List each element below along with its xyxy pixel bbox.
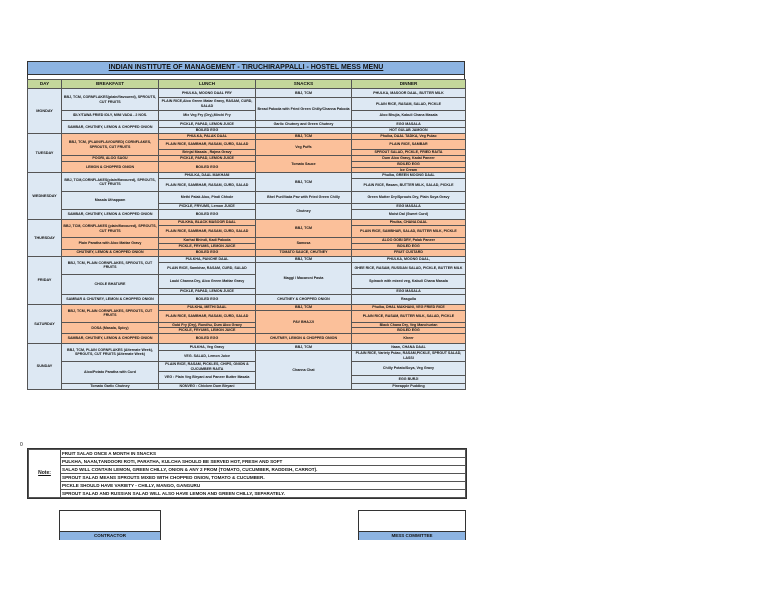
snacks-cell: TOMATO SAUCE, CHUTNEY xyxy=(256,249,352,256)
dinner-cell: EGG MASALA xyxy=(352,288,466,294)
lunch-cell: NONVEG : Chicken Dum Biryani xyxy=(159,384,256,390)
dinner-cell: Black Chana Dry, Veg Manchurian xyxy=(352,322,466,328)
lunch-cell: PHULKA, MOONG DAAL FRY xyxy=(159,89,256,98)
contractor-label: CONTRACTOR xyxy=(60,532,160,540)
dinner-cell: EGG MASALA xyxy=(352,121,466,128)
note-item: SPROUT SALAD MEANS SPROUTS MIXED WITH CHOPPED ONION, TOMATO & CUCUMBER. xyxy=(61,474,466,482)
breakfast-cell: POORI, ALOO SAGU xyxy=(62,156,159,162)
table-row xyxy=(28,210,466,215)
table-row xyxy=(28,121,466,128)
table-row xyxy=(28,274,466,288)
day-friday: FRIDAY xyxy=(28,256,62,304)
table-row xyxy=(28,162,466,168)
lunch-cell: PLAIN RICE, SAMBHAR, RASAM, CURD, SALAD xyxy=(159,310,256,322)
breakfast-cell: BBJ, TCM, PLAIN CORNFLAKES (Alternate Week), SPROUTS, CUT FRUITS (Alternate Week) xyxy=(62,343,159,361)
breakfast-cell: SAMBAR, CHUTNEY, LEMON & CHOPPED ONION xyxy=(62,333,159,343)
note-item: SALAD WILL CONTAIN LEMON, GREEN CHILLY, ONION & ANY 2 FROM (TOMATO, CUCUMBER, RADDISH, CARROT). xyxy=(61,466,466,474)
dinner-cell: Dum Aloo Gravy, Kadai Paneer xyxy=(352,156,466,162)
dinner-cell: HOT GULAB JAMOON xyxy=(352,128,466,134)
dinner-cell: Kheer xyxy=(352,333,466,343)
menu-table xyxy=(27,79,466,390)
breakfast-cell: BBJ, TCM, CORNFLAKES (plain/flavoured), SPROUTS, CUT FRUITS xyxy=(62,220,159,238)
snacks-cell: Tomato Sauce xyxy=(256,156,352,173)
lunch-cell: Gobi Fry (Dry), Rundhu, Dum Aloo Gravy xyxy=(159,322,256,328)
dinner-cell: Spinach with mixed veg, Kabuli Chana Masala xyxy=(352,274,466,288)
day-monday: MONDAY xyxy=(28,89,62,134)
dinner-cell: Phulka, DHAL MAKHANI, VEG FRIED RICE xyxy=(352,304,466,310)
header-row xyxy=(28,80,466,89)
dinner-cell: PLAIN RICE, RASAM, SALAD, PICKLE xyxy=(352,98,466,111)
dinner-cell: PLAIN RICE, SAMBAR xyxy=(352,140,466,150)
snacks-cell: Channa Chat xyxy=(256,350,352,389)
snacks-cell: Chutney xyxy=(256,204,352,220)
dinner-cell: Phulka, DAAL TADKA, Veg Pulao xyxy=(352,134,466,140)
dinner-cell: BOILED EGG xyxy=(352,328,466,334)
breakfast-cell: Aloo/Potato Paratha with Curd xyxy=(62,361,159,383)
breakfast-cell: BBJ, TCM, PLAIN CORNFLAKES, SPROUTS, CUT FRUITS xyxy=(62,304,159,322)
lunch-cell: BOILED EGG xyxy=(159,249,256,256)
lunch-cell: BOILED EGG xyxy=(159,128,256,134)
day-tuesday: TUESDAY xyxy=(28,134,62,173)
lunch-cell: BOILED EGG xyxy=(159,294,256,304)
breakfast-cell: BBJ, TCM, (PLAIN/FLAVOURED) CORNFLAKES, SPROUTS, CUT FRUITS xyxy=(62,134,159,156)
dinner-cell: Chilly Potato/Soya, Veg Gravy xyxy=(352,361,466,375)
dinner-cell: Phulka, GREEN MOONG DAAL xyxy=(352,173,466,179)
mess-committee-signature-box xyxy=(358,510,466,540)
dinner-cell: BOILED EGG xyxy=(352,244,466,250)
table-row xyxy=(28,333,466,338)
breakfast-cell: BBJ, TCM, PLAIN CORNFLAKES, SPROUTS, CUT FRUITS xyxy=(62,256,159,274)
header-breakfast: BREAKFAST xyxy=(62,80,159,89)
dinner-cell: PLAIN RICE, Rasam, BUTTER MILK, SALAD, PICKLE xyxy=(352,179,466,192)
breakfast-cell: Tomato Garlic Chutney xyxy=(62,384,159,390)
lunch-cell: VEG. SALAD, Lemon Juice xyxy=(159,350,256,361)
dinner-cell: Pineapple Pudding xyxy=(352,384,466,390)
snacks-cell: Veg Puffs xyxy=(256,140,352,156)
lunch-cell: VEG : Plain Veg Biryani and Paneer Butter Masala xyxy=(159,372,256,384)
breakfast-cell: SAMBAR, CHUTNEY, LEMON & CHOPPED ONION xyxy=(62,210,159,220)
breakfast-cell: CHOLE BHATURE xyxy=(62,274,159,294)
note-item: PICKLE SHOULD HAVE VARIETY - CHILLY, MANGO, GANGURU xyxy=(61,482,466,490)
snacks-cell: BBJ, TCM xyxy=(256,173,352,192)
breakfast-cell: BBJ, TCM,CORNFLAKES(plain/flavoured), SPROUTS, CUT FRUITS xyxy=(62,173,159,192)
snacks-cell: Bread Pakoda with Fried Green Chilly/Channa Pakoda xyxy=(256,98,352,121)
breakfast-cell: BBJ, TCM, CORNFLAKES(plain/flavoured), SPROUTS, CUT FRUITS xyxy=(62,89,159,111)
lunch-cell: PICKLE, PAPAD, LEMON JUICE xyxy=(159,121,256,128)
table-row xyxy=(28,361,466,371)
mess-menu-sheet xyxy=(27,61,465,390)
lunch-cell: PICKLE, FRYUMS, LEMON JUICE xyxy=(159,244,256,250)
lunch-cell: PLAIN RICE, RASAM, PICKLES, CHIPS, ONION & CUCUMBER RAITA xyxy=(159,361,256,371)
dinner-cell: Ice Cream xyxy=(352,167,466,173)
note-item: PULKHA, NAAN,TANDOORI ROTI, PARATHA, KULCHA SHOULD BE SERVED HOT, FRESH AND SOFT xyxy=(61,458,466,466)
dinner-cell: PLAIN RICE, RASAM, BUTTER MILK, SALAD, PICKLE xyxy=(352,310,466,322)
lunch-cell: PLAIN RICE, SAMBHAR, RASAM, CURD, SALAD xyxy=(159,226,256,238)
dinner-cell: GHEE RICE, RASAM, RUSSIAN SALAD, PICKLE, BUTTER MILK xyxy=(352,262,466,274)
signature-area xyxy=(359,511,465,532)
dinner-cell: Phulka, CHANA DAAL xyxy=(352,220,466,226)
lunch-cell: PULKHA, Veg Gravy xyxy=(159,343,256,350)
dinner-cell: EGG MASALA xyxy=(352,204,466,210)
header-snacks: SNACKS xyxy=(256,80,352,89)
dinner-cell: PLAIN RICE, Variety Pulao, RASAM,PICKLE, SPROUT SALAD, LASSI xyxy=(352,350,466,361)
stray-mark: 0 xyxy=(20,442,23,448)
table-row xyxy=(28,192,466,204)
day-sunday: SUNDAY xyxy=(28,343,62,389)
snacks-cell: CHUTNEY & CHOPPED ONION xyxy=(256,294,352,304)
dinner-cell: Moist Dal (Sweet Curd) xyxy=(352,210,466,220)
page-title: INDIAN INSTITUTE OF MANAGEMENT - TIRUCHIRAPPALLI - HOSTEL MESS MENU xyxy=(27,61,465,75)
table-row xyxy=(28,249,466,255)
dinner-cell: PHULKA, MASOOR DAAL, BUTTER MILK xyxy=(352,89,466,98)
lunch-cell: Methi Palak Aloo, Pindi Chhole xyxy=(159,192,256,204)
snacks-cell: Maggi / Macaroni Pasta xyxy=(256,262,352,294)
snacks-cell: Garlic Chutney and Green Chutney xyxy=(256,121,352,128)
header-lunch: LUNCH xyxy=(159,80,256,89)
lunch-cell: PHULKA, PALAK DAAL xyxy=(159,134,256,140)
table-row xyxy=(28,384,466,390)
contractor-signature-box xyxy=(59,510,161,540)
lunch-cell: PICKLE, PAPAD, LEMON JUICE xyxy=(159,156,256,162)
dinner-cell: ALOO GOBI DRY, Palak Paneer xyxy=(352,238,466,244)
lunch-cell: PLAIN RICE, Sambhar, RASAM, CURD, SALAD xyxy=(159,262,256,274)
dinner-cell: Aloo Bhujia, Kabuli Chana Masala xyxy=(352,111,466,121)
day-thursday: THURSDAY xyxy=(28,220,62,257)
snacks-cell: PAV BHAJJI xyxy=(256,310,352,333)
dinner-cell: PHULKA, MOONG DAAL, xyxy=(352,256,466,262)
lunch-cell: PLAIN RICE, SAMBHAR, RASAM, CURD, SALAD xyxy=(159,140,256,150)
dinner-cell: PLAIN RICE, SAMBHAR, SALAD, BUTTER MILK, PICKLE xyxy=(352,226,466,238)
table-row xyxy=(28,89,466,98)
breakfast-cell: IDLY/TAWA FRIED IDLY, MINI VADA - 2 NOS. xyxy=(62,111,159,121)
lunch-cell: PICKLE, PAPAD, LEMON JUICE xyxy=(159,288,256,294)
lunch-cell: PULKHA, METHI DAAL xyxy=(159,304,256,310)
day-saturday: SATURDAY xyxy=(28,304,62,343)
lunch-cell: Brinjal Masala , Rajma Gravy xyxy=(159,150,256,156)
header-dinner: DINNER xyxy=(352,80,466,89)
note-item: FRUIT SALAD ONCE A MONTH IN SNACKS xyxy=(61,450,466,458)
dinner-cell: Green Mutter Dry/Sprouts Dry, Plain Soya Gravy xyxy=(352,192,466,204)
lunch-cell: BOILED EGG xyxy=(159,162,256,173)
snacks-cell: Samosa xyxy=(256,238,352,250)
breakfast-cell: CHUTNEY, LEMON & CHOPPED ONION xyxy=(62,249,159,256)
lunch-cell: PLAIN RICE,Aloo Green Matar Gravy, RASAM, CURD, SALAD xyxy=(159,98,256,111)
snacks-cell: BBJ, TCM xyxy=(256,304,352,310)
snacks-cell: BBJ, TCM xyxy=(256,343,352,350)
header-day: DAY xyxy=(28,80,62,89)
breakfast-cell: SAMBAR & CHUTNEY, LEMON & CHOPPED ONION xyxy=(62,294,159,304)
signature-area xyxy=(60,511,160,532)
lunch-cell: PLAIN RICE, SAMBHAR, RASAM, CURD, SALAD xyxy=(159,179,256,192)
lunch-cell: PHULKA, DAAL MAKHANI xyxy=(159,173,256,179)
day-wednesday: WEDNESDAY xyxy=(28,173,62,220)
lunch-cell: BOILED EGG xyxy=(159,210,256,220)
breakfast-cell: LEMON & CHOPPED ONION xyxy=(62,162,159,173)
dinner-cell: SPROUT SALAD, PICKLE, FRIED RAITA xyxy=(352,150,466,156)
lunch-cell: BOILED EGG xyxy=(159,333,256,343)
mess-committee-label: MESS COMMITTEE xyxy=(359,532,465,540)
dinner-cell: Rasgulla xyxy=(352,294,466,304)
table-row xyxy=(28,294,466,299)
notes-section xyxy=(27,448,467,499)
lunch-cell: Karhai Bhindi, Kadi Pakoda xyxy=(159,238,256,244)
dinner-cell: BOILED EGG xyxy=(352,162,466,168)
lunch-cell: Mix Veg Fry (Dry),Mirchi Fry xyxy=(159,111,256,121)
snacks-cell: BBJ, TCM xyxy=(256,256,352,262)
dinner-cell: Naan, CHANA DAAL xyxy=(352,343,466,350)
note-item: SPROUT SALAD AND RUSSIAN SALAD WILL ALSO HAVE LEMON AND GREEN CHILLY, SEPARATELY. xyxy=(61,490,466,498)
snacks-cell: CHUTNEY, LEMON & CHOPPED ONION xyxy=(256,333,352,343)
lunch-cell: PULKHA, BLACK MASOOR DAAL xyxy=(159,220,256,226)
dinner-cell: EGG BURJI xyxy=(352,376,466,384)
snacks-cell: Bhel Puri/Vada Pav with Fried Green Chilly xyxy=(256,192,352,204)
lunch-cell: Lauki Channa Dry, Aloo Green Mattar Gravy xyxy=(159,274,256,288)
table-row xyxy=(28,111,466,121)
snacks-cell: BBJ, TCM xyxy=(256,220,352,238)
notes-label: Note: xyxy=(29,450,61,498)
breakfast-cell: Masala Uthappam xyxy=(62,192,159,210)
breakfast-cell: Plain Paratha with Aloo Mattar Gravy xyxy=(62,238,159,250)
snacks-cell: BBJ, TCM xyxy=(256,89,352,98)
dinner-cell: FRUIT CUSTARD xyxy=(352,249,466,256)
table-row xyxy=(28,343,466,350)
lunch-cell: PULKHA, PANCHE DAAL xyxy=(159,256,256,262)
breakfast-cell: DOSA (Masala, Spicy) xyxy=(62,322,159,333)
lunch-cell: PICKLE, FRYUMS, LEMON JUICE xyxy=(159,328,256,334)
breakfast-cell: SAMBAR, CHUTNEY, LEMON & CHOPPED ONION xyxy=(62,121,159,134)
snacks-cell: BBJ, TCM xyxy=(256,134,352,140)
lunch-cell: PICKLE, FRYUMS, Lemon JUICE xyxy=(159,204,256,210)
